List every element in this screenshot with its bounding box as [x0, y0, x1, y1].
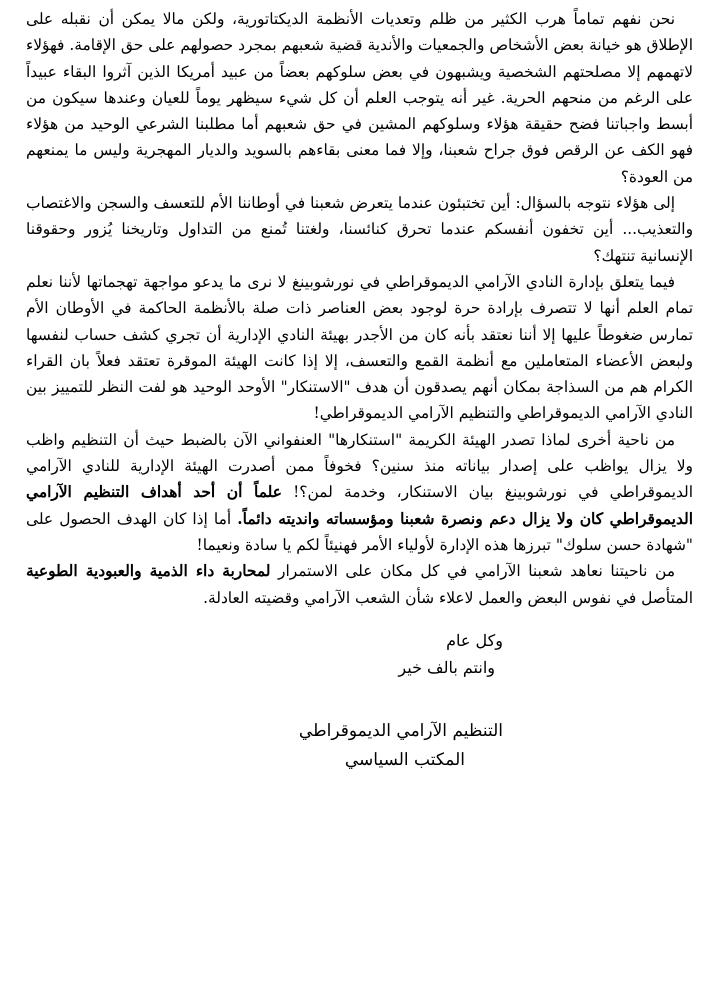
closing-greeting: [26, 627, 693, 681]
paragraph-text: فيما يتعلق بإدارة النادي الآرامي الديموقراطي في نورشوبينغ لا نرى ما يدعو مواجهة تهجماتها لأننا نعلم تمام العلم أنها لا تتصرف بإرادة حرة لوجود بعض العناصر ذات صلة بالأنظمة الحاكمة في الأوطان الأم تمارس ضغوطاً عليها إلا أننا نعتقد بأنه كان من الأجدر بهيئة النادي الإدارية أن تجري كشف حساب لنفسها ولبعض الأعضاء المتعاملين مع أنظمة القمع والتعسف، إلا إذا كانت الهيئة الموقرة تعتقد فعلاً بان القراء الكرام هم من السذاجة بمكان أنهم يصدقون أن هدف "الاستنكار" الأوحد الوحيد هو لفت النظر للتمييز بين النادي الآرامي الديموقراطي والتنظيم الآرامي الديموقراطي!: [26, 272, 693, 423]
signature-organization: التنظيم الآرامي الديموقراطي: [298, 720, 503, 741]
paragraph-4: [26, 427, 693, 558]
paragraph-1: [26, 6, 693, 190]
paragraph-5: [26, 558, 693, 611]
letter-body: [26, 6, 693, 611]
paragraph-text: من ناحية أخرى لماذا تصدر الهيئة الكريمة "استنكارها" العنفواني الآن بالضبط حيث أن التنظيم واظب ولا يزال يواظب على إصدار بياناته منذ سنين؟ فخوفاً ممن أصدرت الهيئة الإدارية للنادي الآرامي الديموقراطي في نورشوبينغ بيان الاستنكار، وخدمة لمن؟!: [26, 430, 694, 502]
closing-line-2: وانتم بالف خير: [398, 657, 495, 677]
paragraph-2: [26, 190, 693, 269]
paragraph-text: أما إذا كان الهدف الحصول على "شهادة حسن سلوك" تبرزها هذه الإدارة لأولياء الأمر فهنيئاً لكم يا سادة ونعيما!: [26, 509, 693, 554]
paragraph-text: المتأصل في نفوس البعض والعمل لاعلاء شأن الشعب الآرامي وقضيته العادلة.: [203, 588, 693, 607]
signature-block: [26, 717, 693, 775]
paragraph-text: إلى هؤلاء نتوجه بالسؤال: أين تختبئون عندما يتعرض شعبنا في أوطاننا الأم للتعسف والسجن والاغتصاب والتعذيب... أين تخفون أنفسكم عندما تحرق كنائسنا، ولغتنا تُمنع من التداول وتاريخنا يُزور وحقوقنا الإنسانية تنتهك؟: [26, 194, 693, 265]
closing-line-1: وكل عام: [446, 630, 503, 650]
emphasized-text: علماً أن أحد أهداف التنظيم الآرامي الديموقراطي كان ولا يزال دعم ونصرة شعبنا ومؤسساته وانديته دائماً.: [26, 483, 693, 528]
paragraph-text: نحن نفهم تماماً هرب الكثير من ظلم وتعديات الأنظمة الديكتاتورية، ولكن مالا يمكن أن نقبله على الإطلاق هو خيانة بعض الأشخاص والجمعيات والأندية قضية شعبهم بمجرد حصولهم على حق الإقامة. فهؤلاء لاتهمهم إلا مصلحتهم الشخصية ويشبهون في بعض سلوكهم بعضاً من عبيد أمريكا الذين آثروا البقاء عبيداً على الرغم من منحهم الحرية. غير أنه يتوجب العلم أن كل شيء سيظهر يوماً للعيان وعندها سيكون من أبسط واجباتنا فضح حقيقة هؤلاء وسلوكهم المشين في حق شعبهم أما مطلبنا الشرعي الوحيد من هؤلاء فهو الكف عن الرقص فوق جراح شعبنا، وإلا فما معنى بقاءهم بالسويد والديار المهجرية وليس ما يمنعهم من العودة؟: [26, 10, 693, 186]
signature-office: المكتب السياسي: [344, 749, 465, 770]
paragraph-text: من ناحيتنا نعاهد شعبنا الآرامي في كل مكان على الاستمرار: [270, 562, 676, 581]
emphasized-text: لمحاربة داء الذمية والعبودية الطوعية: [26, 562, 271, 581]
paragraph-3: [26, 269, 693, 427]
